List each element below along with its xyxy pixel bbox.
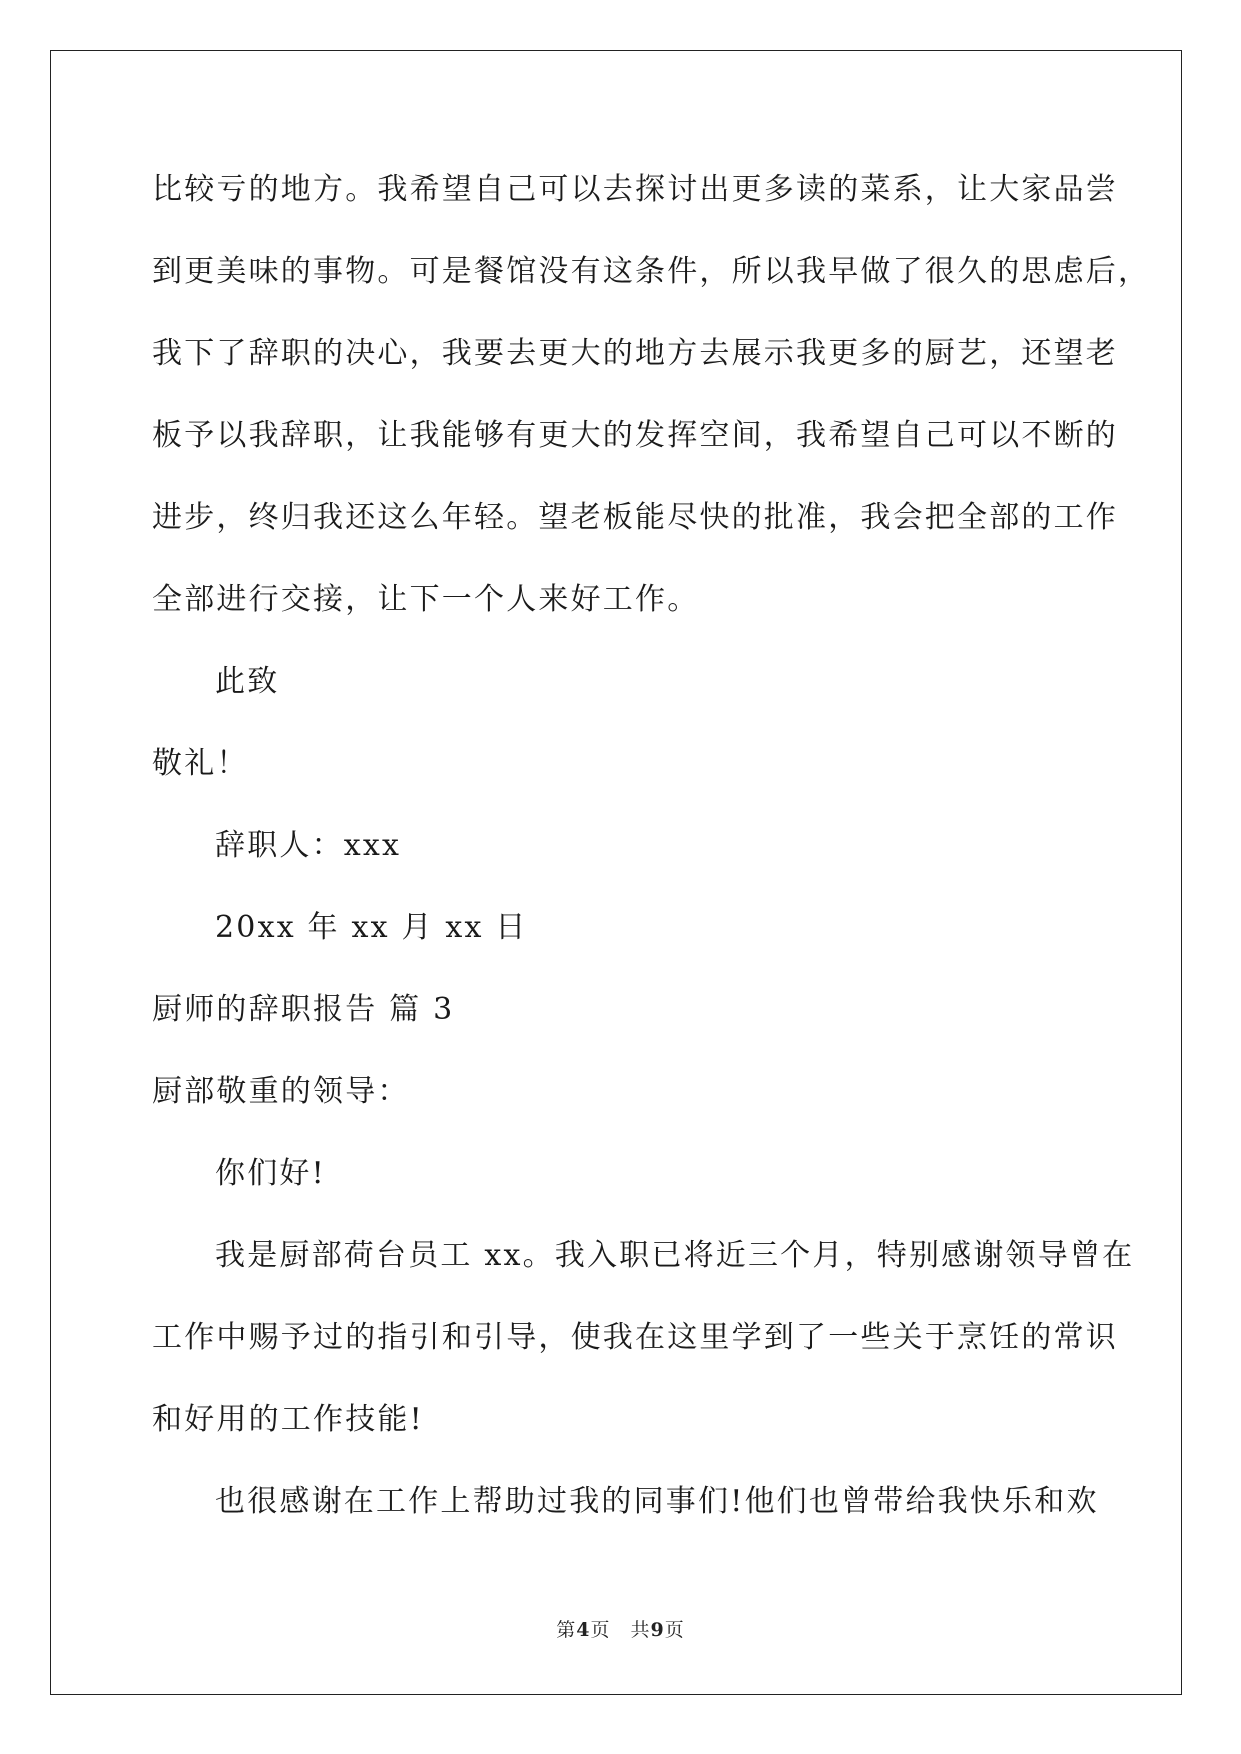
document-body bbox=[152, 162, 1151, 1556]
page-prefix: 第 bbox=[556, 1619, 577, 1641]
page-total: 9 bbox=[650, 1619, 665, 1641]
greeting-line: 你们好! bbox=[215, 1156, 326, 1191]
addressee-line: 厨部敬重的领导： bbox=[152, 1074, 410, 1109]
text-line: 全部进行交接，让下一个人来好工作。 bbox=[152, 582, 700, 617]
text-line: 比较亏的地方。我希望自己可以去探讨出更多读的菜系，让大家品尝 bbox=[152, 172, 1118, 207]
page-suffix: 页 bbox=[664, 1619, 685, 1641]
text-line: 我是厨部荷台员工 xx。我入职已将近三个月，特别感谢领导曾在 bbox=[215, 1238, 1135, 1273]
text-line: 进步，终归我还这么年轻。望老板能尽快的批准，我会把全部的工作 bbox=[152, 500, 1118, 535]
page-current: 4 bbox=[576, 1619, 591, 1641]
text-line: 和好用的工作技能! bbox=[152, 1402, 424, 1437]
text-line: 到更美味的事物。可是餐馆没有这条件，所以我早做了很久的思虑后， bbox=[152, 254, 1151, 289]
page-footer bbox=[0, 1615, 1241, 1642]
closing-line: 敬礼！ bbox=[152, 746, 249, 781]
date-line: 20xx 年 xx 月 xx 日 bbox=[215, 910, 528, 945]
text-line: 也很感谢在工作上帮助过我的同事们!他们也曾带给我快乐和欢 bbox=[215, 1484, 1099, 1519]
text-line: 板予以我辞职，让我能够有更大的发挥空间，我希望自己可以不断的 bbox=[152, 418, 1118, 453]
text-line: 工作中赐予过的指引和引导，使我在这里学到了一些关于烹饪的常识 bbox=[152, 1320, 1118, 1355]
salutation-line: 此致 bbox=[215, 664, 280, 699]
signatory-line: 辞职人：xxx bbox=[215, 828, 402, 863]
section-title: 厨师的辞职报告 篇 3 bbox=[152, 992, 455, 1027]
text-line: 我下了辞职的决心，我要去更大的地方去展示我更多的厨艺，还望老 bbox=[152, 336, 1118, 371]
page-mid: 页 共 bbox=[590, 1619, 651, 1641]
